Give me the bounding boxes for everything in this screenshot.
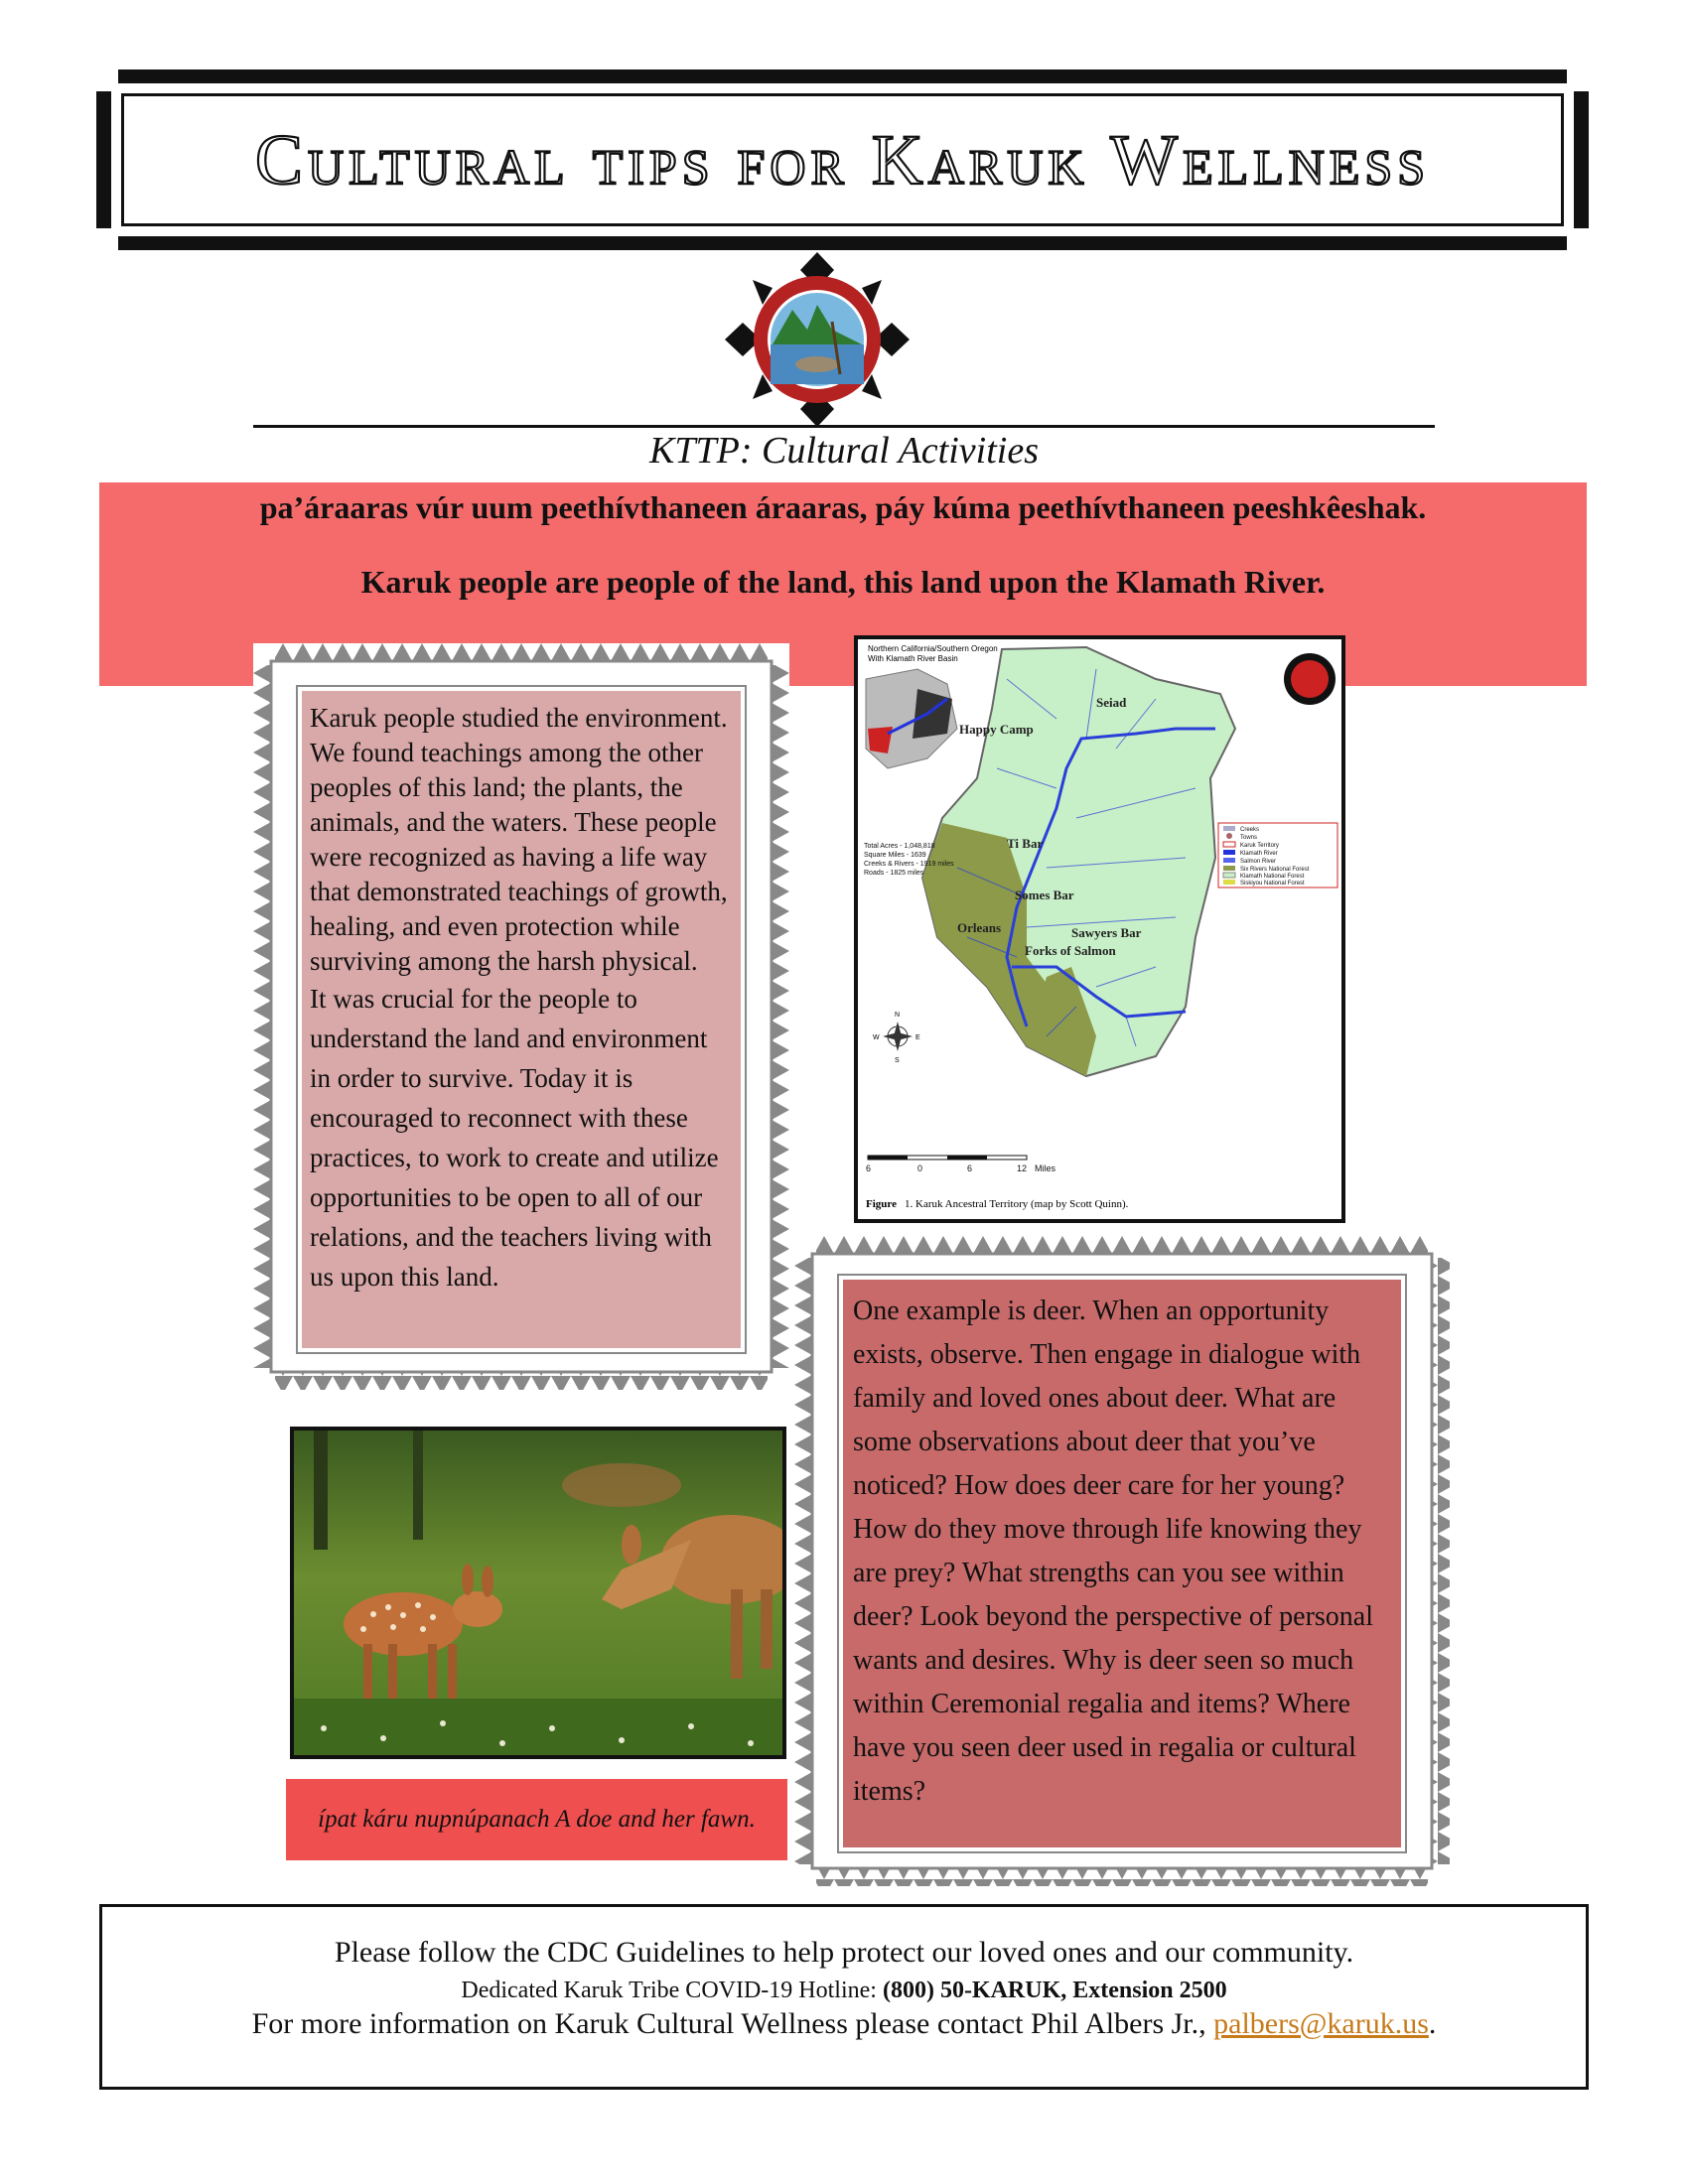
map-stat: Square Miles - 1639 <box>864 852 926 859</box>
map-legend-item: Klamath River <box>1240 851 1278 857</box>
map-scale-label: 12 <box>1017 1163 1028 1173</box>
map-legend-item: Siskiyou National Forest <box>1240 881 1305 887</box>
header-rule <box>253 425 1435 428</box>
header-notch-tl <box>96 69 118 91</box>
map-figure-label: Figure <box>866 1198 897 1210</box>
map-legend-item: Six Rivers National Forest <box>1240 867 1310 873</box>
header-notch-tr <box>1567 69 1589 91</box>
compass-w: W <box>873 1034 880 1041</box>
contact-suffix: . <box>1428 2007 1437 2040</box>
map-legend-item: Creeks <box>1240 827 1260 833</box>
box1-paragraph-2: It was crucial for the people to understand the land and environment in order to survive. Today it is encouraged to reconnect with these practices, to work to create and utilize opportunities to be open to all of our relations, and the teachers living with us upon this land. <box>310 984 719 1292</box>
tribal-seal-logo <box>723 250 912 429</box>
email-link[interactable]: palbers@karuk.us <box>1213 2007 1429 2040</box>
map-place-seiad: Seiad <box>1096 695 1127 710</box>
map-scale-label: Miles <box>1035 1163 1056 1173</box>
section-subtitle: KTTP: Cultural Activities <box>649 430 1039 472</box>
map-scale-label: 6 <box>967 1163 973 1173</box>
map-legend-item: Towns <box>1240 835 1258 841</box>
contact-text: For more information on Karuk Cultural Wellness please contact Phil Albers Jr., <box>251 2007 1214 2040</box>
box2-text-panel: One example is deer. When an opportunity exists, observe. Then engage in dialogue with family and loved ones about deer. What are some observations about deer that you’ve noticed? How does deer care for her young? How do they move through life knowing they are prey? What strengths can you see within deer? Look beyond the perspective of personal wants and desires. Why is deer seen so much within Ceremonial regalia and items? Where have you seen deer used in regalia or cultural items? <box>839 1276 1405 1851</box>
box1-text-panel <box>298 687 745 1352</box>
banner-karuk-text: pa’áraaras vúr uum peethívthaneen áraaras, páy kúma peethívthaneen peeshkêeshak. <box>259 489 1427 525</box>
map-legend-item: Klamath National Forest <box>1240 874 1305 880</box>
footer-contact-line <box>99 2007 1589 2041</box>
compass-icon <box>873 1012 920 1064</box>
map-stat: Roads - 1825 miles <box>864 870 924 877</box>
hotline-number: (800) 50-KARUK, Extension 2500 <box>882 1978 1227 2003</box>
footer-hotline-line <box>99 1978 1589 2004</box>
compass-s: S <box>895 1057 900 1064</box>
map-caption: 1. Karuk Ancestral Territory (map by Scott Quinn). <box>905 1198 1129 1210</box>
map-scale-label: 0 <box>917 1163 923 1173</box>
territory-map <box>854 635 1345 1223</box>
compass-n: N <box>895 1012 901 1019</box>
hotline-label: Dedicated Karuk Tribe COVID-19 Hotline: <box>461 1978 883 2003</box>
map-inset-title-2: With Klamath River Basin <box>868 654 958 663</box>
header-notch-br <box>1567 228 1589 250</box>
map-inset-title-1: Northern California/Southern Oregon <box>868 644 998 653</box>
footer-cdc-line: Please follow the CDC Guidelines to help protect our loved ones and our community. <box>334 1936 1354 1969</box>
banner-english-text: Karuk people are people of the land, this land upon the Klamath River. <box>360 564 1326 600</box>
map-stat: Creeks & Rivers - 1919 miles <box>864 861 954 868</box>
page-title: Cultural tips for Karuk Wellness <box>254 119 1431 200</box>
photo-caption: ípat káru nupnúpanach A doe and her fawn. <box>318 1806 756 1833</box>
deer-photo <box>290 1427 786 1759</box>
map-legend-item: Karuk Territory <box>1240 843 1279 849</box>
map-place-forks-of-salmon: Forks of Salmon <box>1025 943 1116 958</box>
map-place-somes-bar: Somes Bar <box>1015 887 1074 902</box>
map-place-sawyers-bar: Sawyers Bar <box>1071 925 1142 940</box>
compass-e: E <box>915 1034 920 1041</box>
map-place-happy-camp: Happy Camp <box>959 722 1034 737</box>
map-place-orleans: Orleans <box>957 920 1002 935</box>
header-notch-bl <box>96 228 118 250</box>
map-stat: Total Acres - 1,048,818 <box>864 843 935 850</box>
map-scale-label: 6 <box>866 1163 872 1173</box>
box1-paragraph-1: Karuk people studied the environment. We found teachings among the other peoples of this land; the plants, the animals, and the waters. These people were recognized as having a life way that demonstrated teachings of growth, healing, and even protection while surviving among the harsh physical. <box>310 703 728 976</box>
map-legend-item: Salmon River <box>1240 859 1277 865</box>
map-place-ti-bar: Ti Bar <box>1007 836 1044 851</box>
